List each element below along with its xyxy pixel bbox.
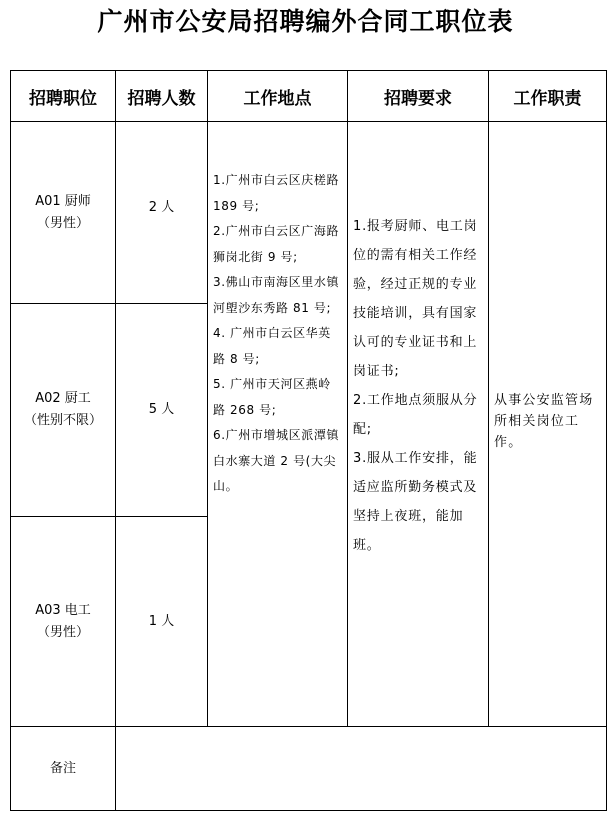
duties-text: 从事公安监管场所相关岗位工作。 [494,393,594,450]
page-title: 广州市公安局招聘编外合同工职位表 [97,7,514,36]
remarks-label-cell [11,727,115,810]
position-count: 1 人 [148,613,175,629]
work-location-cell [213,168,341,500]
header-position: 招聘职位 [29,88,97,109]
position-cell [11,304,115,516]
count-cell [116,122,207,303]
position-cell [11,122,115,303]
count-cell [116,517,207,726]
column-divider [207,70,208,727]
location-item: 2.广州市白云区广海路狮岗北街 9 号; [213,224,340,264]
position-gender: （男性） [36,624,89,640]
requirement-item: 3.服从工作安排，能适应监所勤务模式及坚持上夜班，能加班。 [353,451,478,553]
location-item: 3.佛山市南海区里水镇河塱沙东秀路 81 号; [213,275,340,315]
requirements-cell [353,212,483,560]
header-count: 招聘人数 [127,88,196,109]
location-item: 5. 广州市天河区燕岭路 268 号; [213,377,331,417]
table-border-right [606,70,607,811]
position-count: 2 人 [148,199,175,215]
location-item: 1.广州市白云区庆槎路 189 号; [213,173,340,213]
position-name: A01 厨师 [35,193,91,209]
duties-cell [494,390,602,453]
position-name: A03 电工 [35,602,91,618]
header-duties: 工作职责 [513,88,582,109]
count-cell [116,304,207,516]
column-divider [488,70,489,727]
header-location: 工作地点 [243,88,312,109]
position-name: A02 厨工 [35,391,91,406]
requirement-item: 1.报考厨师、电工岗位的需有相关工作经验，经过正规的专业技能培训，具有国家认可的专业证书和上岗证书; [353,219,478,379]
position-gender: （男性） [36,215,89,231]
requirement-item: 2.工作地点须服从分配; [353,393,478,437]
header-requirements: 招聘要求 [384,88,452,109]
table-border-bottom [10,810,607,811]
location-item: 6.广州市增城区派潭镇白水寨大道 2 号(大尖山。 [213,428,340,493]
position-count: 5 人 [148,402,175,417]
remarks-content [116,727,606,810]
position-gender: （性别不限） [23,413,102,428]
location-item: 4. 广州市白云区华英路 8 号; [213,326,331,366]
column-divider [347,70,348,727]
remarks-label: 备注 [49,760,76,776]
position-cell [11,517,115,726]
